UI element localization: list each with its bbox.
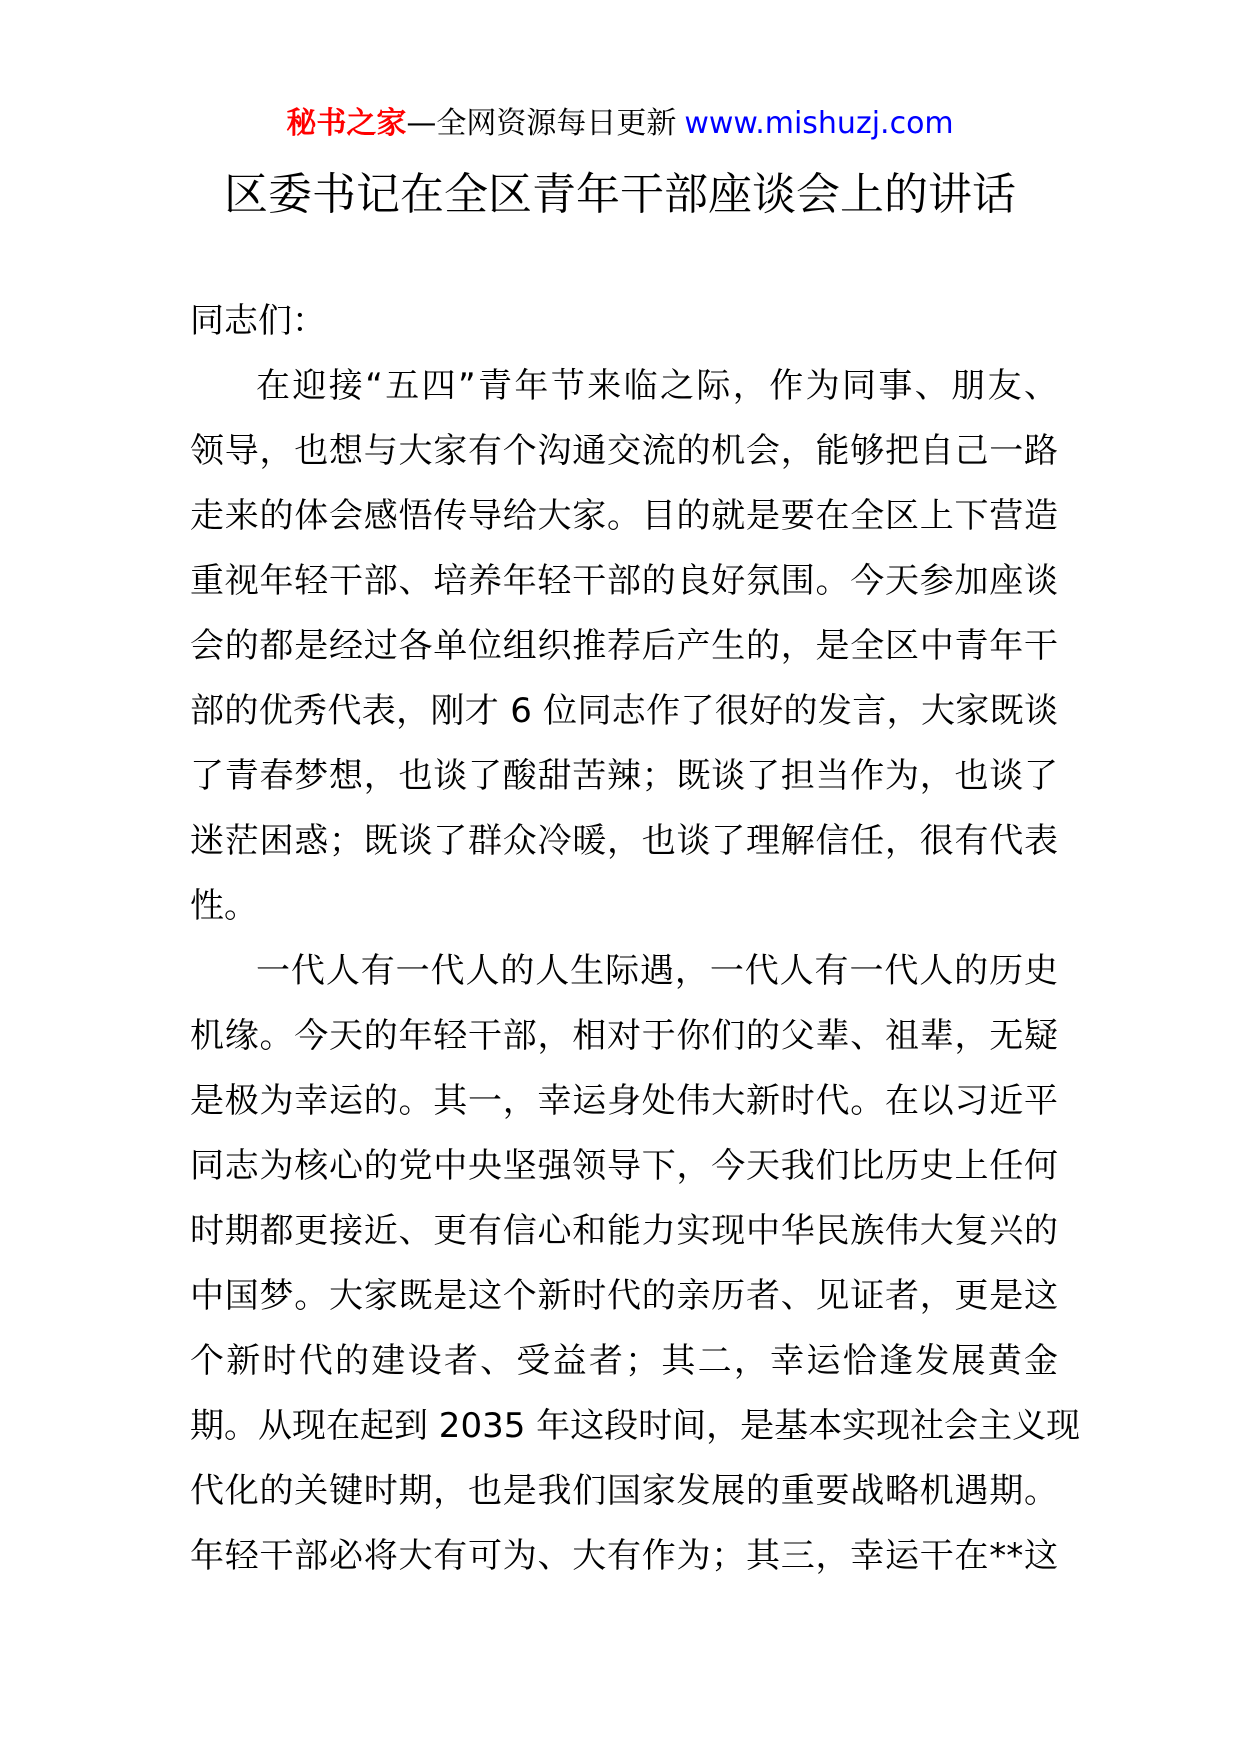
paragraph-line: 性。: [190, 886, 258, 926]
paragraph-line: 会的都是经过各单位组织推荐后产生的，是全区中青年干: [190, 626, 1058, 666]
paragraph-1: [190, 354, 1058, 939]
paragraph-line: 领导，也想与大家有个沟通交流的机会，能够把自己一路: [190, 431, 1058, 471]
site-header: [0, 100, 1240, 148]
paragraph-line: 在迎接“五四”青年节来临之际，作为同事、朋友、: [256, 366, 1058, 406]
paragraph-line: 年轻干部必将大有可为、大有作为；其三，幸运干在**这: [190, 1536, 1058, 1576]
paragraph-line: 代化的关键时期，也是我们国家发展的重要战略机遇期。: [190, 1471, 1058, 1511]
site-url-link[interactable]: www.mishuzj.com: [684, 106, 954, 141]
paragraph-line: 了青春梦想，也谈了酸甜苦辣；既谈了担当作为，也谈了: [190, 756, 1058, 796]
paragraph-line: 时期都更接近、更有信心和能力实现中华民族伟大复兴的: [190, 1211, 1058, 1251]
paragraph-line: 重视年轻干部、培养年轻干部的良好氛围。今天参加座谈: [190, 561, 1058, 601]
paragraph-line: 中国梦。大家既是这个新时代的亲历者、见证者，更是这: [190, 1276, 1058, 1316]
site-tagline: —全网资源每日更新: [406, 106, 677, 141]
paragraph-line: 一代人有一代人的人生际遇，一代人有一代人的历史: [256, 951, 1058, 991]
paragraph-line: 同志为核心的党中央坚强领导下，今天我们比历史上任何: [190, 1146, 1058, 1186]
paragraph-line: 个新时代的建设者、受益者；其二，幸运恰逢发展黄金: [190, 1341, 1058, 1381]
document-body: [190, 289, 1081, 1589]
document-title: 区委书记在全区青年干部座谈会上的讲话: [224, 169, 1016, 220]
paragraph-line: 机缘。今天的年轻干部，相对于你们的父辈、祖辈，无疑: [190, 1016, 1058, 1056]
paragraph-line: 走来的体会感悟传导给大家。目的就是要在全区上下营造: [190, 496, 1058, 536]
paragraph-2: [190, 939, 1081, 1589]
paragraph-line: 迷茫困惑；既谈了群众冷暖，也谈了理解信任，很有代表: [190, 821, 1058, 861]
paragraph-line: 部的优秀代表，刚才 6 位同志作了很好的发言，大家既谈: [190, 691, 1058, 731]
salutation: 同志们：: [190, 301, 326, 341]
site-brand: 秘书之家: [286, 106, 407, 141]
paragraph-line: 是极为幸运的。其一，幸运身处伟大新时代。在以习近平: [190, 1081, 1058, 1121]
paragraph-line: 期。从现在起到 2035 年这段时间，是基本实现社会主义现: [190, 1406, 1081, 1446]
